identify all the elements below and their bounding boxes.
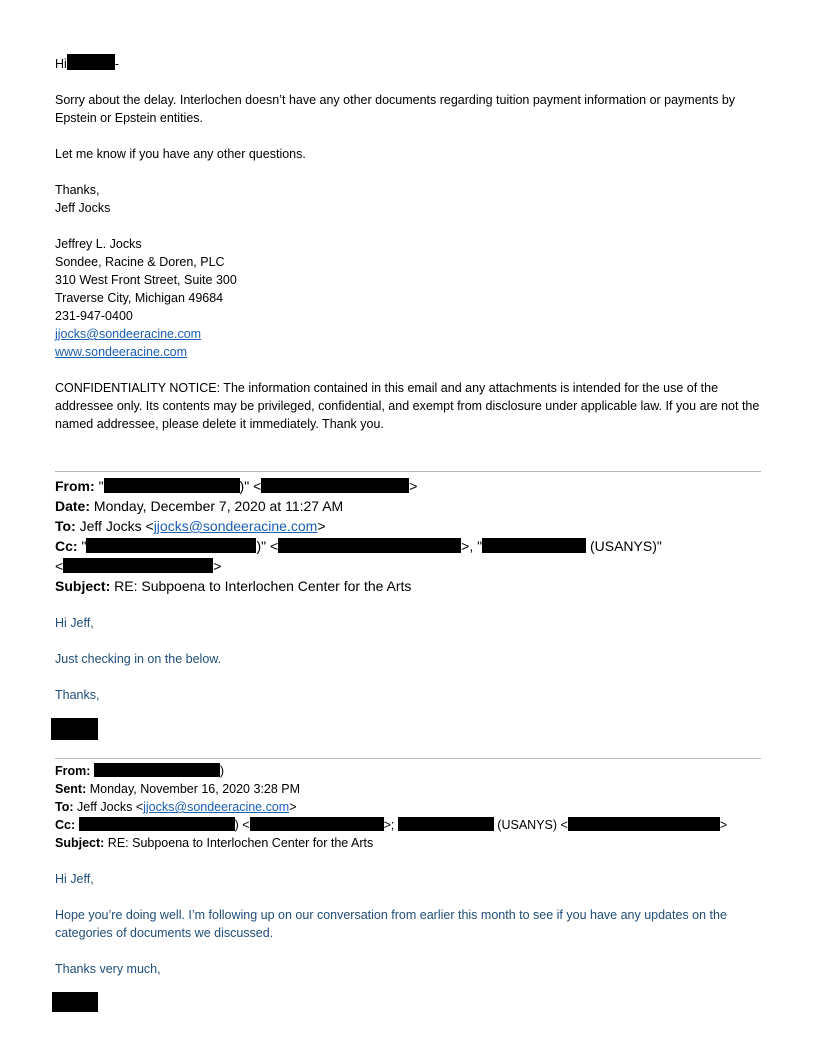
- redaction-box: [568, 817, 720, 831]
- signature-firm: Sondee, Racine & Doren, PLC: [55, 255, 225, 269]
- to-line: To: Jeff Jocks <jjocks@sondeeracine.com>: [55, 800, 297, 814]
- from-line: From: " )" < >: [55, 478, 418, 494]
- redaction-box: [94, 763, 220, 777]
- redaction-box: [278, 538, 461, 553]
- reply-name: Jeff Jocks: [55, 201, 111, 215]
- quoted-message-header: [55, 762, 761, 852]
- redaction-box: [250, 817, 384, 831]
- to-email-link[interactable]: jjocks@sondeeracine.com: [153, 518, 318, 534]
- cc-line: Cc: ) < >; (USANYS) < >: [55, 818, 728, 832]
- reply-body-2: Let me know if you have any other questions.: [55, 147, 306, 161]
- signature-name: Jeffrey L. Jocks: [55, 237, 142, 251]
- redaction-box: [67, 54, 115, 70]
- signature-web-link[interactable]: www.sondeeracine.com: [55, 345, 188, 359]
- subject-line: Subject: RE: Subpoena to Interlochen Center for the Arts: [55, 836, 374, 850]
- to-email-link[interactable]: jjocks@sondeeracine.com: [143, 800, 290, 814]
- signature-phone: 231-947-0400: [55, 309, 133, 323]
- quoted-body: Just checking in on the below.: [55, 652, 222, 666]
- signature-street: 310 West Front Street, Suite 300: [55, 273, 237, 287]
- email-signature: [55, 235, 761, 361]
- quoted-greeting: Hi Jeff,: [55, 872, 94, 886]
- redaction-box: [104, 478, 240, 493]
- reply-greeting: Hi -: [55, 54, 761, 73]
- quoted-body: Hope you’re doing well. I’m following up on our conversation from earlier this month to see if you have any updates on the categories of documents we discussed.: [55, 908, 727, 940]
- confidentiality-notice: CONFIDENTIALITY NOTICE: The information contained in this email and any attachments is intended for the use of the addressee only. Its contents may be privileged, confidential, and exempt from disclosure under applicable law. If you are not the named addressee, please delete it immediately. Thank you.: [55, 381, 760, 431]
- signature-city: Traverse City, Michigan 49684: [55, 291, 224, 305]
- cc-line: Cc: " )" < >, " (USANYS)": [55, 538, 662, 554]
- subject-line: Subject: RE: Subpoena to Interlochen Center for the Arts: [55, 578, 412, 594]
- quoted-greeting: Hi Jeff,: [55, 616, 94, 630]
- date-line: Date: Monday, December 7, 2020 at 11:27 AM: [55, 498, 344, 514]
- quoted-closing: Thanks,: [55, 688, 100, 702]
- redaction-box: [261, 478, 409, 493]
- redacted-signature: [51, 718, 98, 740]
- redaction-box: [79, 817, 235, 831]
- redacted-signature: [52, 992, 98, 1012]
- quoted-closing: Thanks very much,: [55, 962, 161, 976]
- quoted-message-header: [55, 476, 761, 596]
- cc-line-continued: < >: [55, 558, 222, 574]
- redaction-box: [398, 817, 494, 831]
- signature-email-link[interactable]: jjocks@sondeeracine.com: [55, 327, 202, 341]
- sent-line: Sent: Monday, November 16, 2020 3:28 PM: [55, 782, 301, 796]
- reply-body: Sorry about the delay. Interlochen doesn’t have any other documents regarding tuition payment information or payments by Epstein or Epstein entities.: [55, 93, 736, 125]
- from-line: From: ): [55, 764, 225, 778]
- redaction-box: [63, 558, 213, 573]
- to-line: To: Jeff Jocks <jjocks@sondeeracine.com>: [55, 518, 326, 534]
- redaction-box: [86, 538, 256, 553]
- reply-closing: Thanks,: [55, 183, 100, 197]
- email-document: [55, 54, 761, 1012]
- redaction-box: [482, 538, 586, 553]
